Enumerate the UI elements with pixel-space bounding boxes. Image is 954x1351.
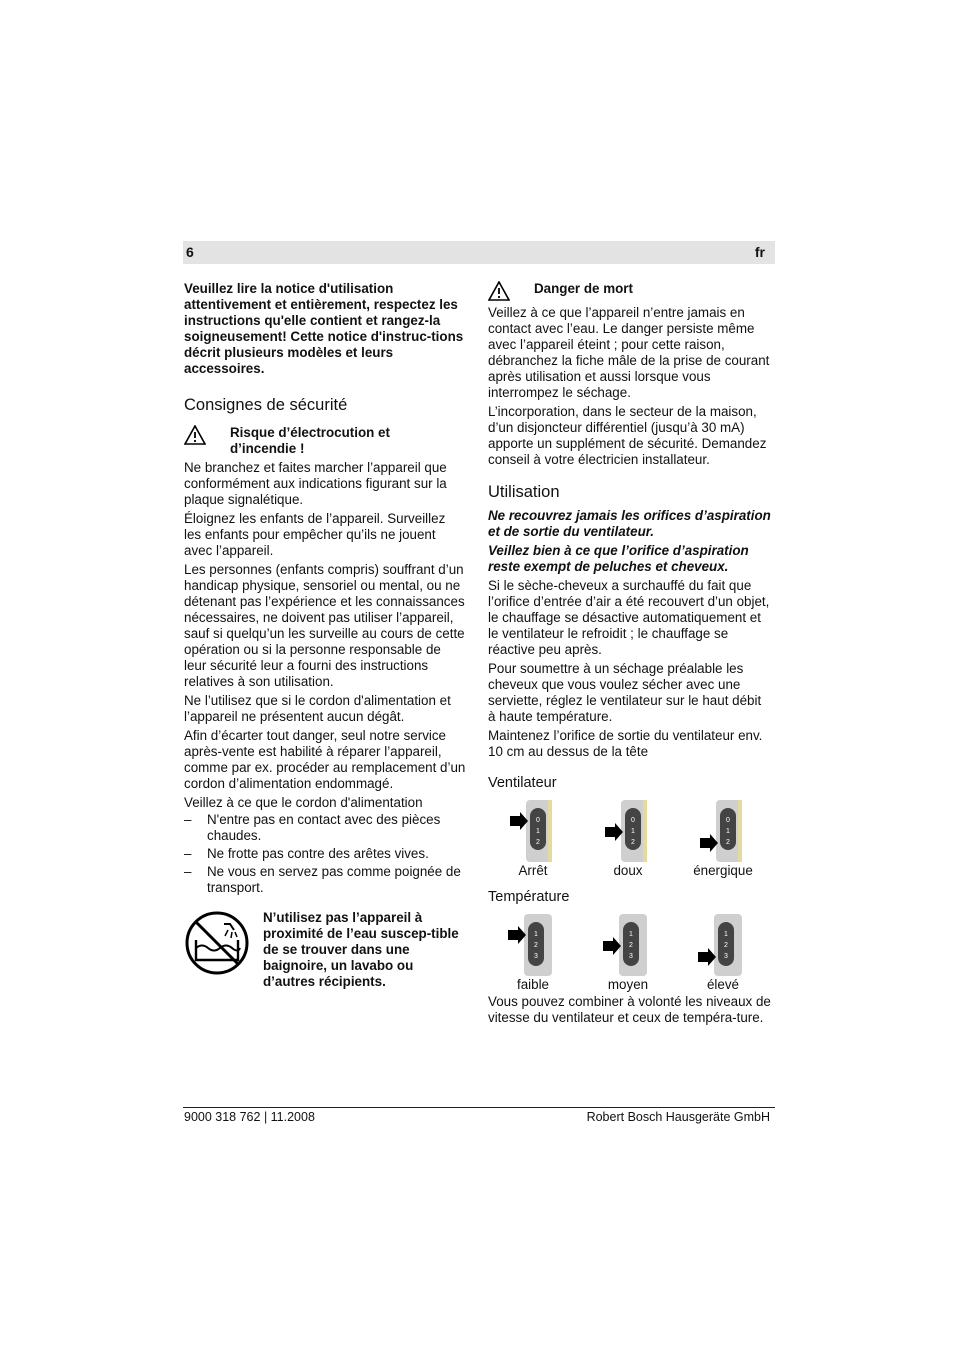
list-item: – N'entre pas en contact avec des pièces chaudes. <box>184 812 466 844</box>
right-column <box>488 281 772 1029</box>
safety-heading: Consignes de sécurité <box>184 396 348 414</box>
hairdryer-switch-icon <box>698 914 748 976</box>
switch-mark: 1 <box>534 931 538 938</box>
usage-bold-note: Veillez bien à ce que l’orifice d’aspiration reste exempt de peluches et cheveux. <box>488 543 749 574</box>
safety-paragraph: Les personnes (enfants compris) souffrant d’un handicap physique, sensoriel ou mental, ou ne détenant pas l’expérience et les connaissances nécessaires, ne doivent pas utiliser l’appareil, sauf si quelqu’un les surveille au cours de cette opération ou si la personne responsable de leur sécurité leur a fourni des instructions relatives à son utilisation. <box>184 562 465 689</box>
safety-paragraph: Afin d’écarter tout danger, seul notre service après-vente est habilité à réparer l’appareil, comme par ex. procéder au remplacement d’un cordon d’alimentation endommagé. <box>184 728 466 791</box>
hairdryer-switch-icon <box>603 914 653 976</box>
fan-heading: Ventilateur <box>488 775 557 791</box>
bathtub-warning <box>184 910 466 990</box>
danger-warning <box>488 281 772 301</box>
switch-mark: 0 <box>726 817 730 824</box>
hairdryer-switch-icon <box>603 800 653 862</box>
usage-paragraph: Si le sèche-cheveux a surchauffé du fait que l’orifice d’entrée d’air a été recouvert d’un objet, le chauffage se désactive automatiquement et le ventilateur le refroidit ; le chauffage se réactive peu après. <box>488 578 770 657</box>
switch-mark: 1 <box>724 931 728 938</box>
page-number: 6 <box>186 244 194 260</box>
fan-label: doux <box>613 863 643 878</box>
danger-paragraph: L’incorporation, dans le secteur de la maison, d’un disjoncteur différentiel (jusqu’à 30 mA) apporte un supplément de sécurité. Demandez conseil à votre électricien installateur. <box>488 404 767 467</box>
list-item: – Ne vous en servez pas comme poignée de transport. <box>184 864 466 896</box>
list-item: – Ne frotte pas contre des arêtes vives. <box>184 846 466 862</box>
temperature-setting-figure <box>678 914 768 993</box>
danger-warning-title: Danger de mort <box>534 281 633 296</box>
intro-text: Veuillez lire la notice d'utilisation attentivement et entièrement, respectez les instructions qu'elle contient et rangez-la soigneusement! Cette notice d'instruc-tions décrit plusieurs modèles et leurs accessoires. <box>184 281 464 376</box>
safety-paragraph: Éloignez les enfants de l’appareil. Surveillez les enfants pour empêcher qu’ils ne jouent avec l’appareil. <box>184 511 446 558</box>
usage-heading: Utilisation <box>488 483 560 501</box>
electrocution-warning <box>184 425 466 457</box>
switch-mark: 1 <box>536 828 540 835</box>
temperature-setting-figure <box>488 914 578 993</box>
cord-list <box>184 812 466 896</box>
safety-paragraph: Ne branchez et faites marcher l’appareil que conformément aux indications figurant sur la plaque signalétique. <box>184 460 447 507</box>
fan-label: Arrêt <box>518 863 548 878</box>
safety-paragraph: Ne l’utilisez que si le cordon d'alimentation et l’appareil ne présentent aucun dégât. <box>184 693 451 724</box>
switch-mark: 3 <box>534 953 538 960</box>
usage-paragraph: Maintenez l’orifice de sortie du ventilateur env. 10 cm au dessus de la tête <box>488 728 763 759</box>
temperature-figures <box>488 914 772 994</box>
document-reference: 9000 318 762 | 11.2008 <box>184 1110 315 1124</box>
fan-setting-figure <box>583 800 673 879</box>
hairdryer-switch-icon <box>508 800 558 862</box>
switch-mark: 2 <box>724 942 728 949</box>
switch-mark: 0 <box>536 817 540 824</box>
temperature-label: moyen <box>607 977 649 992</box>
language-code: fr <box>754 244 765 260</box>
switch-mark: 2 <box>536 839 540 846</box>
switch-mark: 2 <box>726 839 730 846</box>
fan-label: énergique <box>693 863 753 878</box>
switch-mark: 3 <box>724 953 728 960</box>
switch-mark: 0 <box>631 817 635 824</box>
temperature-label: faible <box>516 977 549 992</box>
usage-bold-note: Ne recouvrez jamais les orifices d’aspiration et de sortie du ventilateur. <box>488 508 771 539</box>
hairdryer-switch-icon <box>508 914 558 976</box>
no-bathtub-icon <box>184 910 250 976</box>
switch-mark: 1 <box>726 828 730 835</box>
warning-triangle-icon <box>184 425 206 445</box>
usage-closing-text: Vous pouvez combiner à volonté les niveaux de vitesse du ventilateur et ceux de tempéra-ture. <box>488 994 771 1025</box>
switch-mark: 1 <box>629 931 633 938</box>
switch-mark: 2 <box>631 839 635 846</box>
usage-paragraph: Pour soumettre à un séchage préalable les cheveux que vous voulez sécher avec une serviette, réglez le ventilateur sur le haut débit à haute température. <box>488 661 762 724</box>
temperature-label: élevé <box>706 977 739 992</box>
danger-paragraph: Veillez à ce que l’appareil n’entre jamais en contact avec l’eau. Le danger persiste même avec l’appareil éteint ; pour cette raison, débranchez la fiche mâle de la prise de courant après utilisation et aussi lorsque vous interrompez le séchage. <box>488 305 770 400</box>
hairdryer-switch-icon <box>698 800 748 862</box>
switch-mark: 1 <box>631 828 635 835</box>
publisher-name: Robert Bosch Hausgeräte GmbH <box>586 1110 770 1124</box>
bathtub-warning-text: N’utilisez pas l’appareil à proximité de l’eau suscep-tible de se trouver dans une baignoire, un lavabo ou d’autres récipients. <box>263 910 459 989</box>
warning-triangle-icon <box>488 281 510 301</box>
fan-figures <box>488 800 772 882</box>
electrocution-warning-title: Risque d’électrocution et d’incendie ! <box>230 425 390 456</box>
page-header-bar <box>183 241 775 264</box>
fan-setting-figure <box>488 800 578 879</box>
left-column <box>184 281 466 990</box>
switch-mark: 2 <box>629 942 633 949</box>
footer-rule <box>183 1107 775 1108</box>
safety-paragraph: Veillez à ce que le cordon d'alimentation <box>184 795 423 810</box>
switch-mark: 3 <box>629 953 633 960</box>
temperature-setting-figure <box>583 914 673 993</box>
switch-mark: 2 <box>534 942 538 949</box>
fan-setting-figure <box>678 800 768 879</box>
temperature-heading: Température <box>488 889 570 905</box>
